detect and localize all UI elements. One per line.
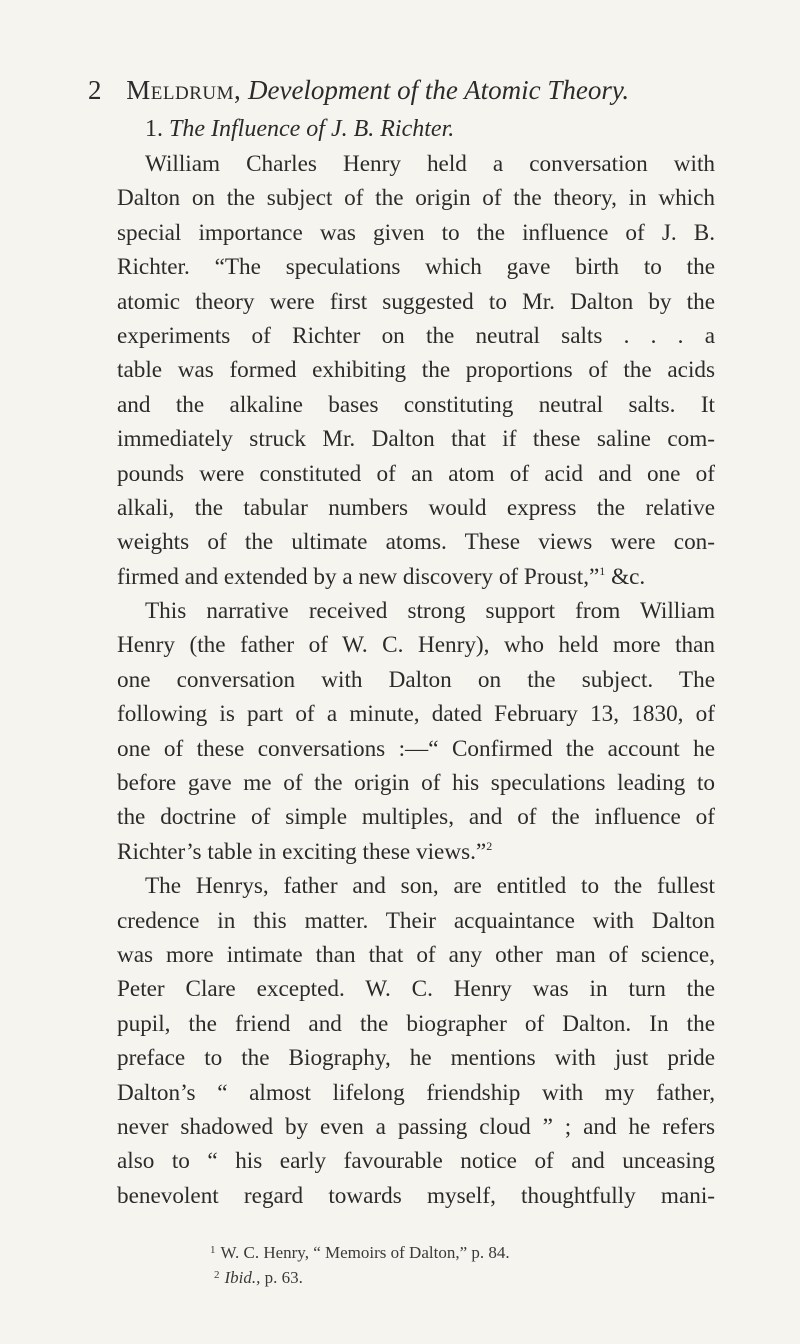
footnote-2-ibid: Ibid., bbox=[224, 1268, 261, 1287]
text-line: pupil, the friend and the biographer of Dalton. In the bbox=[117, 1010, 715, 1037]
text-line: following is part of a minute, dated February 13, 1830, of bbox=[117, 701, 715, 728]
footnote-ref-1: 1 bbox=[599, 563, 606, 578]
text-line: Dalton’s “ almost lifelong friendship with my father, bbox=[117, 1079, 715, 1106]
body-text bbox=[117, 147, 715, 1213]
text-line: special importance was given to the influence of J. B. bbox=[117, 219, 715, 246]
text-line: This narrative received strong support from William bbox=[145, 598, 715, 625]
footnote-2-text: p. 63. bbox=[260, 1268, 303, 1287]
section-title: The Influence of J. B. Richter. bbox=[169, 116, 455, 142]
text-line: atomic theory were first suggested to Mr. Dalton by the bbox=[117, 288, 715, 315]
running-head-author: Meldrum, bbox=[126, 75, 242, 105]
text-line: experiments of Richter on the neutral salts . . . a bbox=[117, 322, 715, 349]
text-line: The Henrys, father and son, are entitled to the fullest bbox=[145, 873, 715, 900]
running-head-title: Development of the Atomic Theory. bbox=[247, 75, 630, 105]
text-line: Peter Clare excepted. W. C. Henry was in turn the bbox=[117, 976, 715, 1003]
text-line: preface to the Biography, he mentions with just pride bbox=[117, 1045, 715, 1072]
footnote-1 bbox=[210, 1238, 710, 1263]
text-line: Dalton on the subject of the origin of the theory, in which bbox=[117, 185, 715, 212]
footnote-ref-2: 2 bbox=[486, 838, 493, 853]
text-line: pounds were constituted of an atom of acid and one of bbox=[117, 460, 715, 487]
section-heading bbox=[145, 112, 454, 146]
text-line: Richter. “The speculations which gave birth to the bbox=[117, 254, 715, 281]
text-line: benevolent regard towards myself, thoughtfully mani- bbox=[117, 1182, 715, 1209]
text-line: Henry (the father of W. C. Henry), who held more than bbox=[117, 632, 715, 659]
footnote-1-text: W. C. Henry, “ Memoirs of Dalton,” p. 84. bbox=[220, 1243, 510, 1262]
footnotes bbox=[210, 1238, 710, 1288]
text-line: also to “ his early favourable notice of and unceasing bbox=[117, 1148, 715, 1175]
text-line: the doctrine of simple multiples, and of the influence of bbox=[117, 804, 715, 831]
footnote-2-mark: 2 bbox=[214, 1269, 220, 1281]
text-line: one of these conversations :—“ Confirmed the account he bbox=[117, 735, 715, 762]
page-number: 2 bbox=[88, 75, 102, 105]
text-line: credence in this matter. Their acquaintance with Dalton bbox=[117, 907, 715, 934]
text-line: Richter’s table in exciting these views.”$^2$ bbox=[117, 838, 493, 865]
section-number: 1. bbox=[145, 116, 163, 142]
text-line: weights of the ultimate atoms. These views were con- bbox=[117, 529, 715, 556]
text-line: never shadowed by even a passing cloud ” ; and he refers bbox=[117, 1113, 715, 1140]
text-line: alkali, the tabular numbers would express the relative bbox=[117, 494, 715, 521]
footnote-1-mark: 1 bbox=[210, 1244, 216, 1256]
text-line: before gave me of the origin of his speculations leading to bbox=[117, 770, 715, 797]
text-line: and the alkaline bases constituting neutral salts. It bbox=[117, 391, 715, 418]
footnote-2 bbox=[210, 1263, 710, 1288]
text-line: one conversation with Dalton on the subject. The bbox=[117, 666, 715, 693]
text-line: firmed and extended by a new discovery of Proust,”$^1$ &c. bbox=[117, 563, 646, 590]
text-line: was more intimate than that of any other man of science, bbox=[117, 941, 715, 968]
text-line: William Charles Henry held a conversation with bbox=[145, 151, 715, 177]
text-line: table was formed exhibiting the proportions of the acids bbox=[117, 357, 715, 384]
text-line: immediately struck Mr. Dalton that if these saline com- bbox=[117, 426, 715, 453]
running-head bbox=[88, 70, 728, 110]
